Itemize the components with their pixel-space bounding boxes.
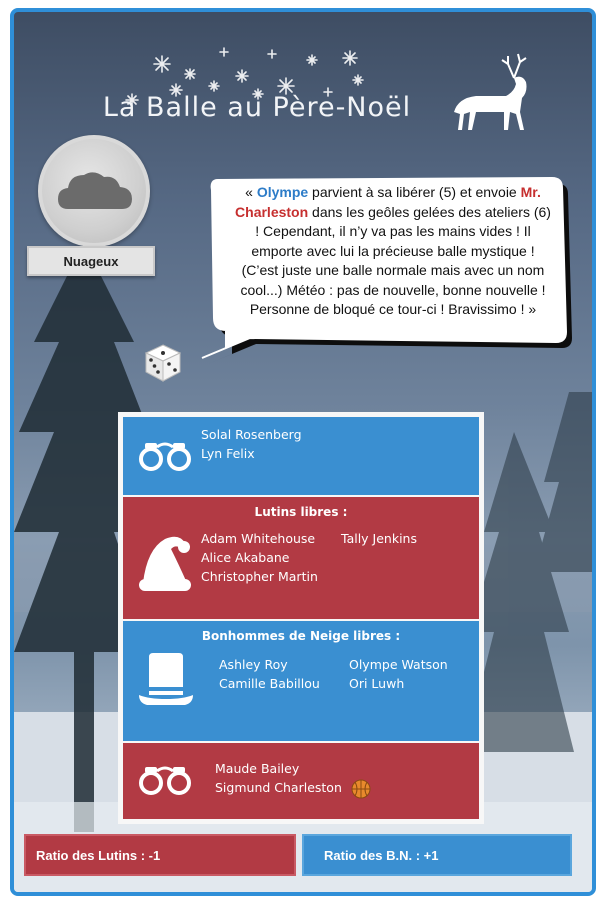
player-charleston: Mr. Charleston <box>235 184 541 220</box>
title-decoration <box>14 12 592 152</box>
dice-icon <box>142 342 184 384</box>
cloud-icon <box>42 139 146 243</box>
free-elf-name: Adam Whitehouse <box>201 531 316 546</box>
snowmen-ratio: Ratio des B.N. : +1 <box>302 834 572 876</box>
free-elf-name: Christopher Martin <box>201 569 318 584</box>
free-snowman-name: Ashley Roy <box>219 657 288 672</box>
jailed-player-name: Lyn Felix <box>201 446 255 461</box>
teams-panel <box>118 412 484 824</box>
free-snowmen-section <box>123 621 479 741</box>
santa-hat-icon <box>139 525 193 593</box>
page-title: La Balle au Père-Noël <box>102 92 412 123</box>
jailed-player-name: Sigmund Charleston <box>215 780 342 795</box>
handcuffs-icon <box>137 763 193 799</box>
reindeer-icon <box>454 54 527 130</box>
free-snowman-name: Olympe Watson <box>349 657 448 672</box>
player-olympe: Olympe <box>256 184 309 200</box>
free-elf-name: Tally Jenkins <box>341 531 417 546</box>
elves-jail-section <box>123 743 479 819</box>
free-elf-name: Alice Akabane <box>201 550 290 565</box>
basketball-icon <box>351 779 371 799</box>
section-title: Lutins libres : <box>254 505 348 519</box>
quote-open: « <box>245 184 257 200</box>
section-title: Bonhommes de Neige libres : <box>201 629 401 643</box>
jailed-player-name: Solal Rosenberg <box>201 427 302 442</box>
elves-ratio: Ratio des Lutins : -1 <box>24 834 296 876</box>
top-hat-icon <box>137 651 195 711</box>
narration-part2: dans les geôles gelées des ateliers (6) ! Cependant, il n’y va pas les mains vides ! Il emporte avec lui la précieuse balle mystique ! (C’est juste une balle normale mais avec un nom cool...) Météo : pas de nouvelle, bonne nouvelle ! Personne de bloqué ce tour-ci ! Bravissimo ! » <box>240 203 551 317</box>
weather-label: Nuageux <box>27 246 155 276</box>
weather-badge <box>38 135 150 247</box>
jailed-player-name: Maude Bailey <box>215 761 300 776</box>
narration-text <box>232 183 554 320</box>
snowmen-jail-section <box>123 417 479 495</box>
narration-part1: parvient à sa libérer (5) et envoie <box>308 184 521 200</box>
free-elves-section <box>123 497 479 619</box>
handcuffs-icon <box>137 439 193 475</box>
free-snowman-name: Camille Babillou <box>219 676 320 691</box>
free-snowman-name: Ori Luwh <box>349 676 405 691</box>
